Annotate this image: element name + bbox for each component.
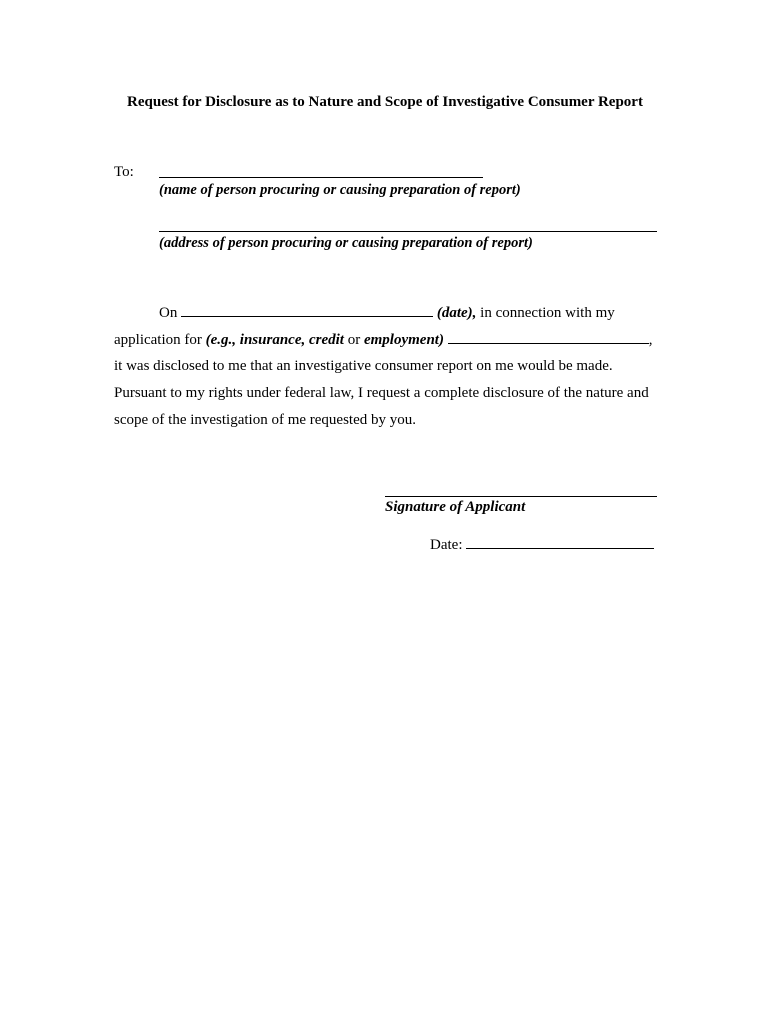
signature-line xyxy=(385,496,657,497)
application-type-blank-line xyxy=(448,331,649,344)
body-connection-text: in connection with my xyxy=(480,305,615,321)
body-line-1 xyxy=(114,304,674,322)
comma-text: , xyxy=(648,332,653,348)
signature-date-row xyxy=(430,536,654,554)
body-application-text: application for xyxy=(114,332,202,348)
to-label: To: xyxy=(114,164,134,180)
body-line-2 xyxy=(114,331,674,349)
signature-date-line xyxy=(466,536,654,549)
body-on-text: On xyxy=(159,305,178,321)
date-blank-line xyxy=(181,304,433,317)
examples-text-b: employment) xyxy=(363,332,444,348)
recipient-address-line xyxy=(159,231,657,232)
recipient-address-caption: (address of person procuring or causing preparation of report) xyxy=(159,235,533,251)
recipient-name-line xyxy=(159,177,483,178)
signature-date-label: Date: xyxy=(430,537,463,553)
body-line-3: it was disclosed to me that an investigative consumer report on me would be made. xyxy=(114,358,613,374)
document-title: Request for Disclosure as to Nature and Scope of Investigative Consumer Report xyxy=(127,94,643,110)
recipient-name-caption: (name of person procuring or causing preparation of report) xyxy=(159,182,521,198)
body-line-5: scope of the investigation of me requested by you. xyxy=(114,412,417,428)
body-line-4: Pursuant to my rights under federal law, I request a complete disclosure of the nature and xyxy=(114,385,649,401)
examples-text-a: (e.g., insurance, credit xyxy=(205,332,344,348)
signature-caption: Signature of Applicant xyxy=(385,499,526,515)
or-text: or xyxy=(347,332,361,348)
date-label: (date), xyxy=(436,305,477,321)
